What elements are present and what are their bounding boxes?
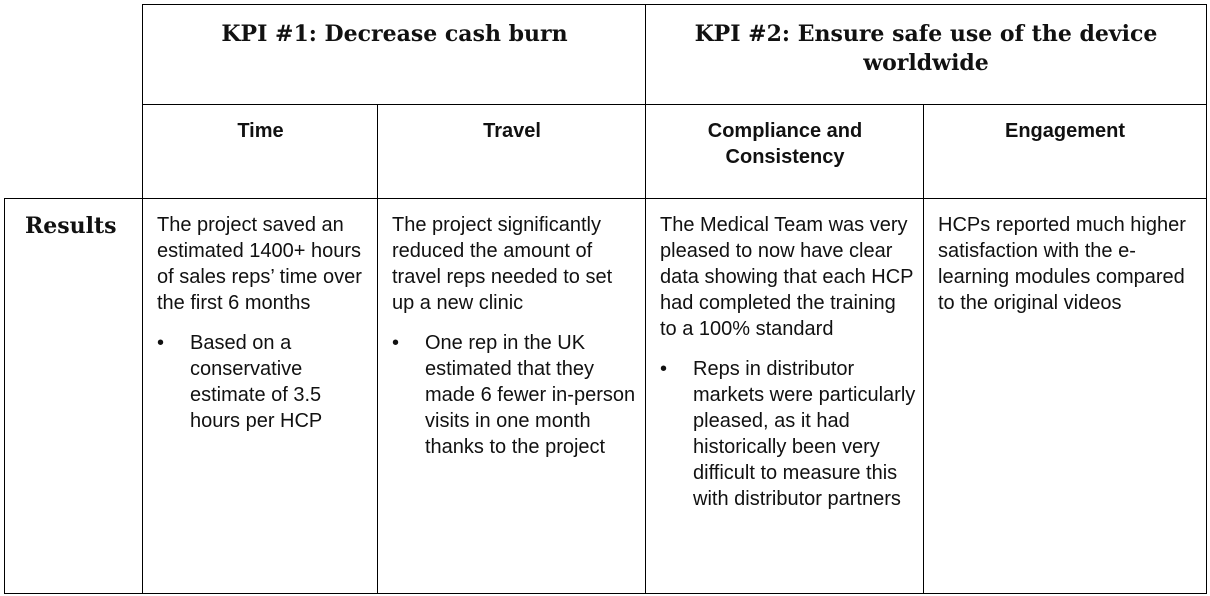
column-header-time <box>142 104 378 199</box>
column-header-compliance <box>645 104 924 199</box>
results-travel-bullet <box>392 330 638 460</box>
results-row-header <box>4 198 143 594</box>
kpi-1-header <box>142 4 646 105</box>
column-header-travel <box>377 104 646 199</box>
column-header-travel-label: Travel <box>483 120 541 142</box>
column-header-engagement <box>923 104 1207 199</box>
bullet-icon: • <box>392 332 400 354</box>
results-time-text: The project saved an estimated 1400+ hours of sales reps’ time over the first 6 months <box>157 214 362 314</box>
results-time-bullet <box>157 330 370 434</box>
results-travel-text: The project significantly reduced the amount of travel reps needed to set up a new clinic <box>392 214 613 314</box>
column-header-compliance-label: Compliance and Consistency <box>707 120 863 168</box>
kpi-2-title: KPI #2: Ensure safe use of the device worldwide <box>694 21 1158 76</box>
results-compliance-bullet-text: Reps in distributor markets were particularly pleased, as it had historically been very difficult to measure this with distributor partners <box>693 358 916 510</box>
column-header-time-label: Time <box>237 120 284 142</box>
results-label: Results <box>25 213 117 239</box>
kpi-2-header <box>645 4 1207 105</box>
results-cell-travel <box>377 198 646 594</box>
column-header-engagement-label: Engagement <box>1004 120 1126 142</box>
results-cell-engagement <box>923 198 1207 594</box>
results-cell-compliance <box>645 198 924 594</box>
results-engagement-text: HCPs reported much higher satisfaction with the e-learning modules compared to the original videos <box>938 214 1186 314</box>
results-cell-time <box>142 198 378 594</box>
results-compliance-text: The Medical Team was very pleased to now have clear data showing that each HCP had completed the training to a 100% standard <box>660 214 914 340</box>
results-compliance-bullet <box>660 356 916 512</box>
bullet-icon: • <box>157 332 165 354</box>
bullet-icon: • <box>660 358 668 380</box>
results-time-bullet-text: Based on a conservative estimate of 3.5 hours per HCP <box>190 332 323 432</box>
results-travel-bullet-text: One rep in the UK estimated that they made 6 fewer in-person visits in one month thanks to the project <box>425 332 636 458</box>
kpi-1-title: KPI #1: Decrease cash burn <box>221 21 568 47</box>
